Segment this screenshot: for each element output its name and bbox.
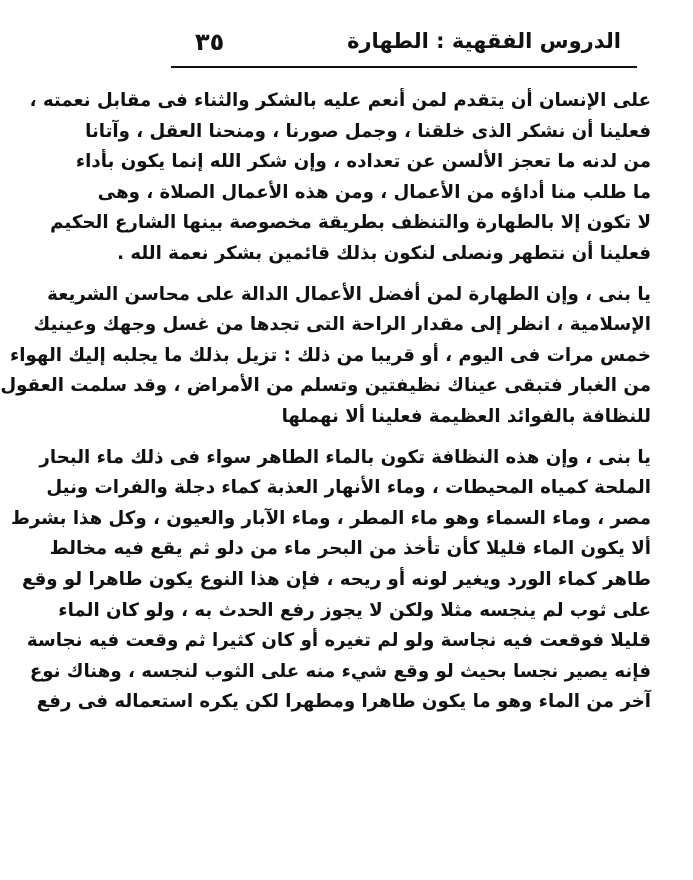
text-line: آخر من الماء وهو ما يكون طاهرا ومطهرا لكن يكره استعماله فى رفع <box>36 691 651 713</box>
text-line: الملحة كمياه المحيطات ، وماء الأنهار العذبة كماء دجلة والفرات ونيل <box>46 477 651 499</box>
text-line: فعلينا أن نتطهر ونصلى لنكون بذلك قائمين بشكر نعمة الله . <box>117 242 651 264</box>
text-line: من لدنه ما تعجز الألسن عن تعداده ، وإن شكر الله إنما يكون بأداء <box>75 151 651 173</box>
page-number: ٣٥ <box>195 28 225 56</box>
text-line: للنظافة بالفوائد العظيمة فعلينا ألا نهملها <box>281 405 651 427</box>
page-header <box>177 24 631 64</box>
text-line: يا بنى ، وإن الطهارة لمن أفضل الأعمال الدالة على محاسن الشريعة <box>47 283 651 305</box>
text-line: فإنه يصير نجسا بحيث لو وقع شيء منه على الثوب لنجسه ، وهناك نوع <box>29 660 651 682</box>
paragraph-1 <box>29 86 651 270</box>
text-line: يا بنى ، وإن هذه النظافة تكون بالماء الطاهر سواء فى ذلك ماء البحار <box>39 446 651 468</box>
running-title: الدروس الفقهية : الطهارة <box>347 29 621 53</box>
text-line: قليلا فوقعت فيه نجاسة ولو لم تغيره أو كان كثيرا ثم وقعت فيه نجاسة <box>26 630 651 652</box>
text-line: على الإنسان أن يتقدم لمن أنعم عليه بالشكر والثناء فى مقابل نعمته ، <box>29 90 651 111</box>
paragraph-3 <box>10 443 651 718</box>
text-line: مصر ، وماء السماء وهو ماء المطر ، وماء الآبار والعيون ، وكل هذا بشرط <box>10 507 651 529</box>
text-line: الإسلامية ، انظر إلى مقدار الراحة التى تجدها من غسل وجهك وعينيك <box>33 314 651 336</box>
text-line: ألا يكون الماء قليلا كأن تأخذ من البحر ماء من دلو ثم يقع فيه مخالط <box>49 538 651 560</box>
page-body <box>0 86 651 718</box>
text-line: طاهر كماء الورد ويغير لونه أو ريحه ، فإن هذا النوع يكون طاهرا لو وقع <box>21 568 651 590</box>
text-line: لا تكون إلا بالطهارة والتنظف بطريقة مخصوصة بينها الشارع الحكيم <box>50 212 651 234</box>
header-rule <box>171 66 637 68</box>
text-line: خمس مرات فى اليوم ، أو قريبا من ذلك : تزيل بذلك ما يجلبه إليك الهواء <box>10 344 651 366</box>
text-line: ما طلب منا أداؤه من الأعمال ، ومن هذه الأعمال الصلاة ، وهى <box>97 181 651 203</box>
text-line: فعلينا أن نشكر الذى خلقنا ، وجمل صورنا ، ومنحنا العقل ، وآتانا <box>85 120 651 142</box>
text-line: على ثوب لم ينجسه مثلا ولكن لا يجوز رفع الحدث به ، ولو كان الماء <box>58 599 651 621</box>
text-line: من الغبار فتبقى عيناك نظيفتين وتسلم من الأمراض ، وقد سلمت العقول <box>0 375 651 397</box>
paragraph-2 <box>0 280 651 433</box>
